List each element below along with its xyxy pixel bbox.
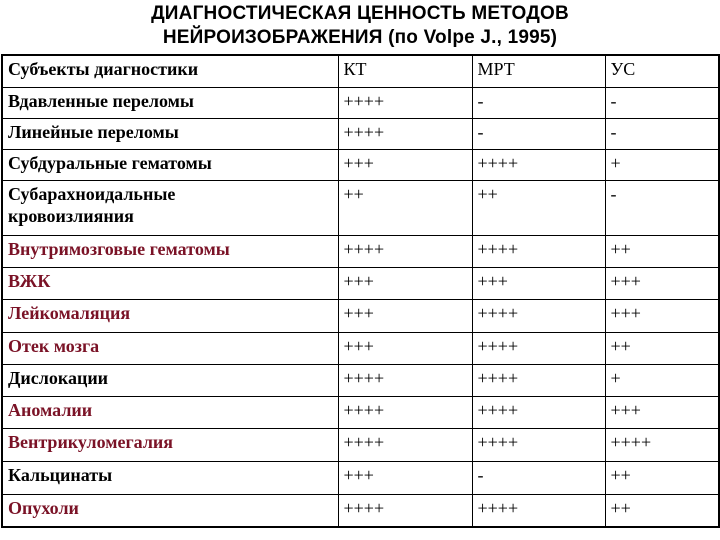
- row-us-value: +++: [605, 299, 719, 332]
- row-subject: Опухоли: [2, 494, 338, 527]
- table-row: [2, 428, 719, 461]
- row-us-value: +: [605, 149, 719, 180]
- row-kt-value: ++++: [338, 235, 472, 267]
- table-row: [2, 494, 719, 527]
- row-subject: ВЖК: [2, 267, 338, 299]
- row-subject: Вдавленные переломы: [2, 87, 338, 118]
- row-kt-value: ++++: [338, 118, 472, 149]
- row-kt-value: +++: [338, 149, 472, 180]
- row-subject: Субдуральные гематомы: [2, 149, 338, 180]
- row-us-value: ++++: [605, 428, 719, 461]
- row-mrt-value: ++++: [472, 235, 605, 267]
- row-us-value: ++: [605, 332, 719, 364]
- row-kt-value: ++++: [338, 364, 472, 396]
- title-line-1: ДИАГНОСТИЧЕСКАЯ ЦЕННОСТЬ МЕТОДОВ: [151, 3, 569, 24]
- title-line-2: НЕЙРОИЗОБРАЖЕНИЯ (по Volpe J., 1995): [162, 27, 558, 48]
- row-subject: Вентрикуломегалия: [2, 428, 338, 461]
- row-subject-line-2: кровоизлияния: [8, 205, 134, 226]
- row-mrt-value: ++++: [472, 364, 605, 396]
- row-kt-value: +++: [338, 299, 472, 332]
- row-subject: [2, 180, 338, 235]
- row-us-value: -: [605, 87, 719, 118]
- table-row: [2, 149, 719, 180]
- row-mrt-value: ++++: [472, 396, 605, 428]
- table-row: [2, 396, 719, 428]
- row-kt-value: ++++: [338, 494, 472, 527]
- row-kt-value: +++: [338, 332, 472, 364]
- row-kt-value: +++: [338, 461, 472, 494]
- row-kt-value: ++: [338, 180, 472, 235]
- row-mrt-value: -: [472, 87, 605, 118]
- table-row: [2, 267, 719, 299]
- row-subject-line-1: Субарахноидальные: [8, 183, 176, 204]
- row-kt-value: ++++: [338, 428, 472, 461]
- row-kt-value: +++: [338, 267, 472, 299]
- row-mrt-value: +++: [472, 267, 605, 299]
- row-us-value: +++: [605, 396, 719, 428]
- row-subject: Дислокации: [2, 364, 338, 396]
- row-us-value: ++: [605, 494, 719, 527]
- row-subject: Отек мозга: [2, 332, 338, 364]
- row-kt-value: ++++: [338, 396, 472, 428]
- header-us: УС: [605, 55, 719, 87]
- row-subject: Внутримозговые гематомы: [2, 235, 338, 267]
- row-mrt-value: ++++: [472, 332, 605, 364]
- table-row: [2, 332, 719, 364]
- diagnostic-value-table: [1, 54, 720, 528]
- table-row: [2, 87, 719, 118]
- table-row: [2, 235, 719, 267]
- table-header-row: [2, 55, 719, 87]
- row-us-value: +++: [605, 267, 719, 299]
- row-subject: Линейные переломы: [2, 118, 338, 149]
- row-subject: Лейкомаляция: [2, 299, 338, 332]
- row-mrt-value: ++++: [472, 149, 605, 180]
- row-kt-value: ++++: [338, 87, 472, 118]
- row-subject: Кальцинаты: [2, 461, 338, 494]
- header-kt: КТ: [338, 55, 472, 87]
- row-us-value: +: [605, 364, 719, 396]
- table-row: [2, 461, 719, 494]
- row-us-value: ++: [605, 461, 719, 494]
- row-mrt-value: ++++: [472, 494, 605, 527]
- row-mrt-value: ++: [472, 180, 605, 235]
- table-row: [2, 118, 719, 149]
- page-title: [0, 2, 720, 50]
- header-mrt: МРТ: [472, 55, 605, 87]
- row-subject: Аномалии: [2, 396, 338, 428]
- table-row: [2, 364, 719, 396]
- row-mrt-value: ++++: [472, 299, 605, 332]
- table-row: [2, 299, 719, 332]
- header-subjects: Субъекты диагностики: [2, 55, 338, 87]
- row-mrt-value: -: [472, 118, 605, 149]
- row-mrt-value: -: [472, 461, 605, 494]
- table-row: [2, 180, 719, 235]
- row-mrt-value: ++++: [472, 428, 605, 461]
- row-us-value: -: [605, 180, 719, 235]
- row-us-value: -: [605, 118, 719, 149]
- row-us-value: ++: [605, 235, 719, 267]
